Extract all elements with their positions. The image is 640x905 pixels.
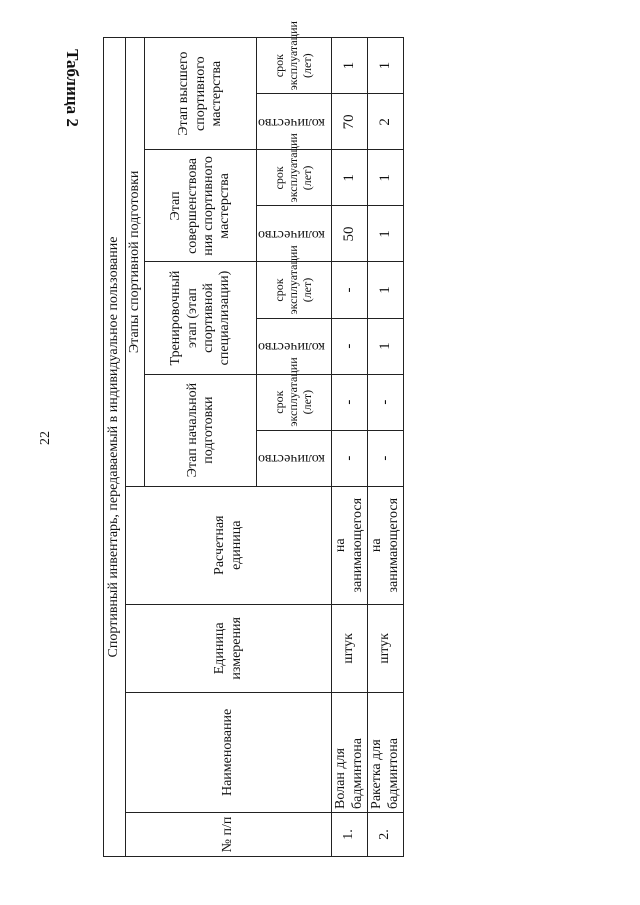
row-value: - bbox=[332, 374, 368, 430]
row-value: 1 bbox=[368, 262, 404, 318]
stages-header: Этапы спортивной подготовки bbox=[126, 38, 145, 487]
col-unit-header: Единица измерения bbox=[126, 604, 332, 692]
row-value: 1 bbox=[368, 318, 404, 374]
stage-3-term-header: срок эксплуатации (лет) bbox=[257, 150, 332, 206]
main-header: Спортивный инвентарь, передаваемый в индивидуальное пользование bbox=[104, 38, 126, 857]
stage-1-term-header: срок эксплуатации (лет) bbox=[257, 374, 332, 430]
equipment-table bbox=[103, 21, 404, 857]
row-unit: штук bbox=[332, 604, 368, 692]
table-caption: Таблица 2 bbox=[63, 49, 82, 127]
stage-1-qty-header: количество bbox=[257, 430, 332, 486]
stage-3-qty-header: количество bbox=[257, 206, 332, 262]
stage-header-3: Этап совершенствова ния спортивного мастерства bbox=[145, 150, 257, 262]
page-number: 22 bbox=[38, 431, 53, 445]
row-calc-unit: на занимающегося bbox=[332, 486, 368, 604]
row-value: - bbox=[332, 262, 368, 318]
row-unit: штук bbox=[368, 604, 404, 692]
row-value: 50 bbox=[332, 206, 368, 262]
equipment-table-wrapper bbox=[103, 21, 401, 857]
stage-header-4: Этап высшего спортивного мастерства bbox=[145, 38, 257, 150]
row-value: 2 bbox=[368, 94, 404, 150]
table-row bbox=[368, 38, 404, 857]
stage-4-qty-header: количество bbox=[257, 94, 332, 150]
stage-header-1: Этап начальной подготовки bbox=[145, 374, 257, 486]
row-value: 1 bbox=[368, 206, 404, 262]
row-value: - bbox=[368, 374, 404, 430]
col-name-header: Наименование bbox=[126, 692, 332, 812]
stage-2-term-header: срок эксплуатации (лет) bbox=[257, 262, 332, 318]
row-number: 2. bbox=[368, 812, 404, 856]
stage-2-qty-header: количество bbox=[257, 318, 332, 374]
stage-4-term-header: срок эксплуатации (лет) bbox=[257, 38, 332, 94]
stage-header-2: Тренировочный этап (этап спортивной специализации) bbox=[145, 262, 257, 374]
row-value: - bbox=[332, 318, 368, 374]
row-value: 1 bbox=[332, 150, 368, 206]
row-value: - bbox=[368, 430, 404, 486]
row-value: - bbox=[332, 430, 368, 486]
row-number: 1. bbox=[332, 812, 368, 856]
table-row bbox=[332, 38, 368, 857]
col-number-header: № п/п bbox=[126, 812, 332, 856]
row-calc-unit: на занимающегося bbox=[368, 486, 404, 604]
row-value: 1 bbox=[368, 38, 404, 94]
row-value: 70 bbox=[332, 94, 368, 150]
row-name: Волан для бадминтона bbox=[332, 692, 368, 812]
col-calc-unit-header: Расчетная единица bbox=[126, 486, 332, 604]
row-name: Ракетка для бадминтона bbox=[368, 692, 404, 812]
row-value: 1 bbox=[368, 150, 404, 206]
row-value: 1 bbox=[332, 38, 368, 94]
